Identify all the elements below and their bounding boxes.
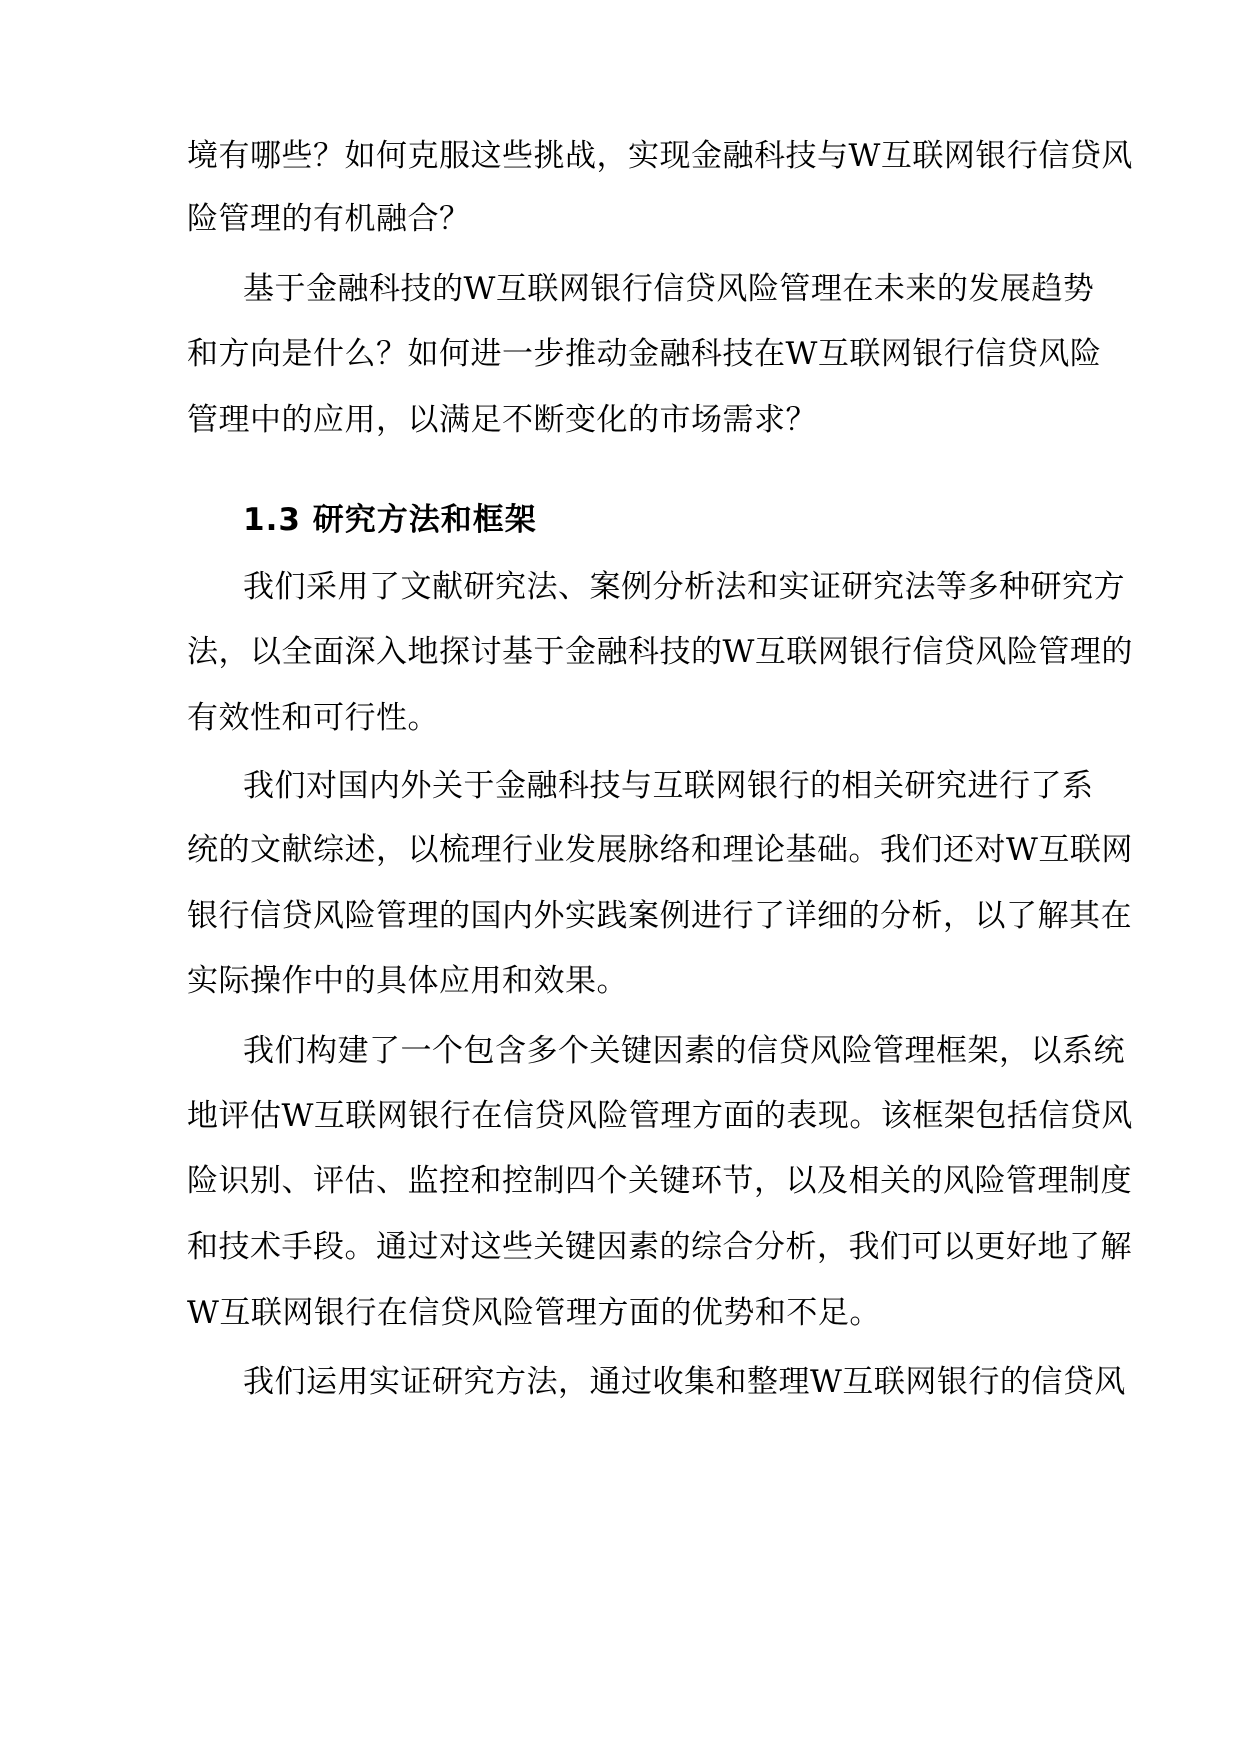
paragraph-3-line-3: 有效性和可行性。 [187,700,439,736]
section-heading: 1.3 研究方法和框架 [243,502,537,538]
paragraph-5-line-1: 我们构建了一个包含多个关键因素的信贷风险管理框架，以系统 [243,1033,1125,1069]
paragraph-4-line-2: 统的文献综述，以梳理行业发展脉络和理论基础。我们还对W互联网 [187,832,1133,868]
paragraph-6-line-1: 我们运用实证研究方法，通过收集和整理W互联网银行的信贷风 [243,1364,1126,1400]
paragraph-1-line-1: 境有哪些？如何克服这些挑战，实现金融科技与W互联网银行信贷风 [187,138,1133,174]
paragraph-5-line-2: 地评估W互联网银行在信贷风险管理方面的表现。该框架包括信贷风 [187,1098,1133,1134]
document-page [187,0,1133,1754]
paragraph-3-line-2: 法，以全面深入地探讨基于金融科技的W互联网银行信贷风险管理的 [187,634,1133,670]
paragraph-4-line-4: 实际操作中的具体应用和效果。 [187,963,628,999]
paragraph-5-line-3: 险识别、评估、监控和控制四个关键环节，以及相关的风险管理制度 [187,1163,1132,1199]
paragraph-2-line-2: 和方向是什么？如何进一步推动金融科技在W互联网银行信贷风险 [187,336,1102,372]
paragraph-2-line-3: 管理中的应用，以满足不断变化的市场需求？ [187,402,817,438]
paragraph-2-line-1: 基于金融科技的W互联网银行信贷风险管理在未来的发展趋势 [243,271,1095,307]
paragraph-5-line-4: 和技术手段。通过对这些关键因素的综合分析，我们可以更好地了解 [187,1229,1132,1265]
paragraph-4-line-3: 银行信贷风险管理的国内外实践案例进行了详细的分析，以了解其在 [187,898,1132,934]
paragraph-1-line-2: 险管理的有机融合？ [187,201,471,237]
paragraph-5-line-5: W互联网银行在信贷风险管理方面的优势和不足。 [187,1295,881,1331]
paragraph-3-line-1: 我们采用了文献研究法、案例分析法和实证研究法等多种研究方 [243,569,1125,605]
paragraph-4-line-1: 我们对国内外关于金融科技与互联网银行的相关研究进行了系 [243,768,1094,804]
